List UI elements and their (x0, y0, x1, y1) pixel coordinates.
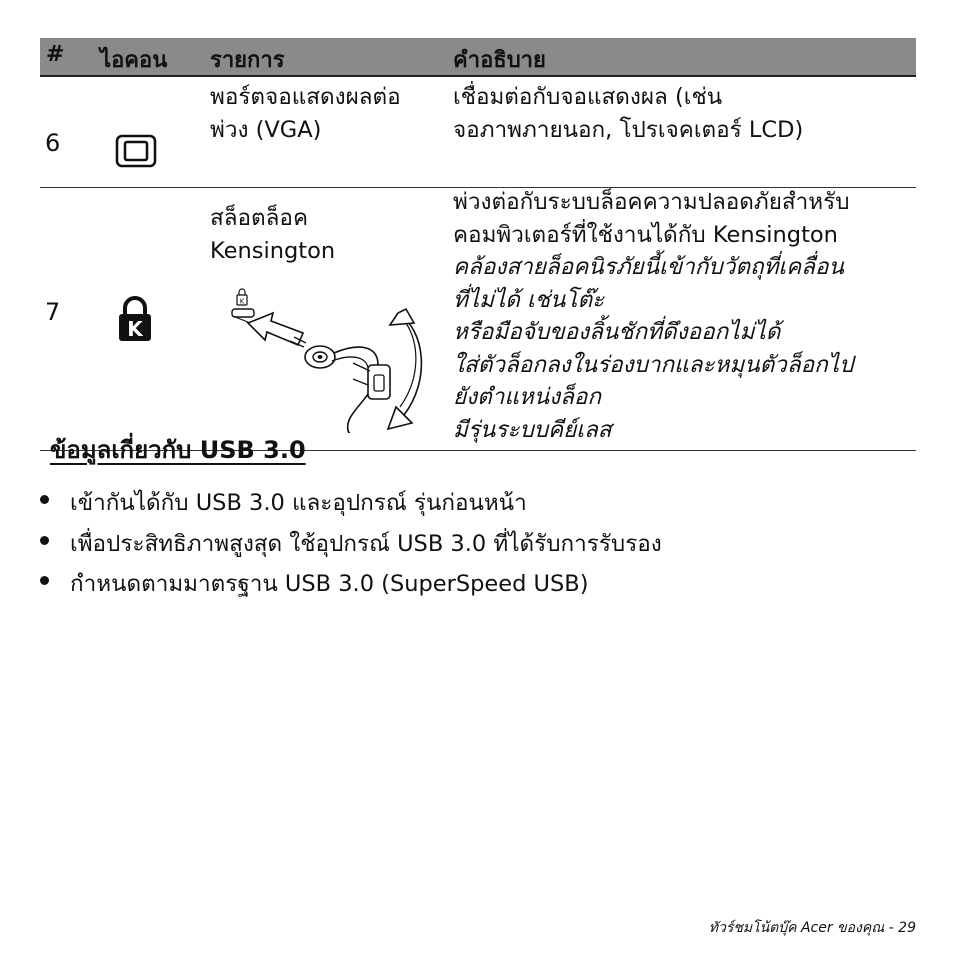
bullet-icon (40, 536, 49, 545)
table-row (40, 77, 916, 188)
vga-monitor-icon (115, 134, 157, 172)
note-line: ใส่ตัวล็อกลงในร่องบากและหมุนตัวล็อกไป (453, 351, 854, 378)
header-number: # (46, 42, 65, 67)
bullet-icon (40, 495, 49, 504)
note-line: มีรุ่นระบบคีย์เลส (453, 416, 612, 443)
kensington-lock-icon (118, 296, 152, 346)
page-footer: ทัวร์ชมโน้ตบุ๊ค Acer ของคุณ - 29 (708, 920, 916, 936)
row-description: เชื่อมต่อกับจอแสดงผล (เช่น จอภาพภายนอก, โปรเจคเตอร์ LCD) (453, 84, 804, 143)
row-number: 6 (45, 129, 61, 157)
row-description: พ่วงต่อกับระบบล็อคความปลอดภัยสำหรับ คอมพิวเตอร์ที่ใช้งานได้กับ Kensington คล้องสายล็อคนิรภัยนี้เข้ากับวัตถุที่เคลื่อน ที่ไม่ได้ เช่นโต๊ะ หรือมือจับของลิ้นชักที่ดึงออกไม่ได้ ใส่ตัวล็อกลงในร่องบากและหมุนตัวล็อกไป ยังตำแหน่งล็อก มีรุ่นระบบคีย์เลส (453, 186, 853, 446)
bullet-icon (40, 576, 49, 585)
note-line: ที่ไม่ได้ เช่นโต๊ะ (453, 286, 605, 313)
note-line: คล้องสายล็อคนิรภัยนี้เข้ากับวัตถุที่เคลื่อน (453, 254, 844, 280)
note-line: หรือมือจับของลิ้นชักที่ดึงออกไม่ได้ (453, 319, 781, 345)
svg-text:K: K (127, 317, 143, 341)
kensington-lock-illustration (228, 283, 428, 437)
row-number: 7 (45, 298, 61, 326)
note-line: ยังตำแหน่งล็อก (453, 384, 602, 410)
header-description: คำอธิบาย (453, 48, 546, 73)
section-title: ข้อมูลเกี่ยวกับ USB 3.0 (50, 436, 306, 464)
illustration-badge: K (239, 297, 245, 306)
header-item: รายการ (210, 48, 285, 73)
header-icon: ไอคอน (100, 48, 168, 73)
row-item: พอร์ตจอแสดงผลต่อ พ่วง (VGA) (210, 84, 401, 143)
table-row (40, 188, 916, 451)
row-item: สล็อตล็อค Kensington (210, 205, 336, 264)
table-header (40, 38, 916, 77)
